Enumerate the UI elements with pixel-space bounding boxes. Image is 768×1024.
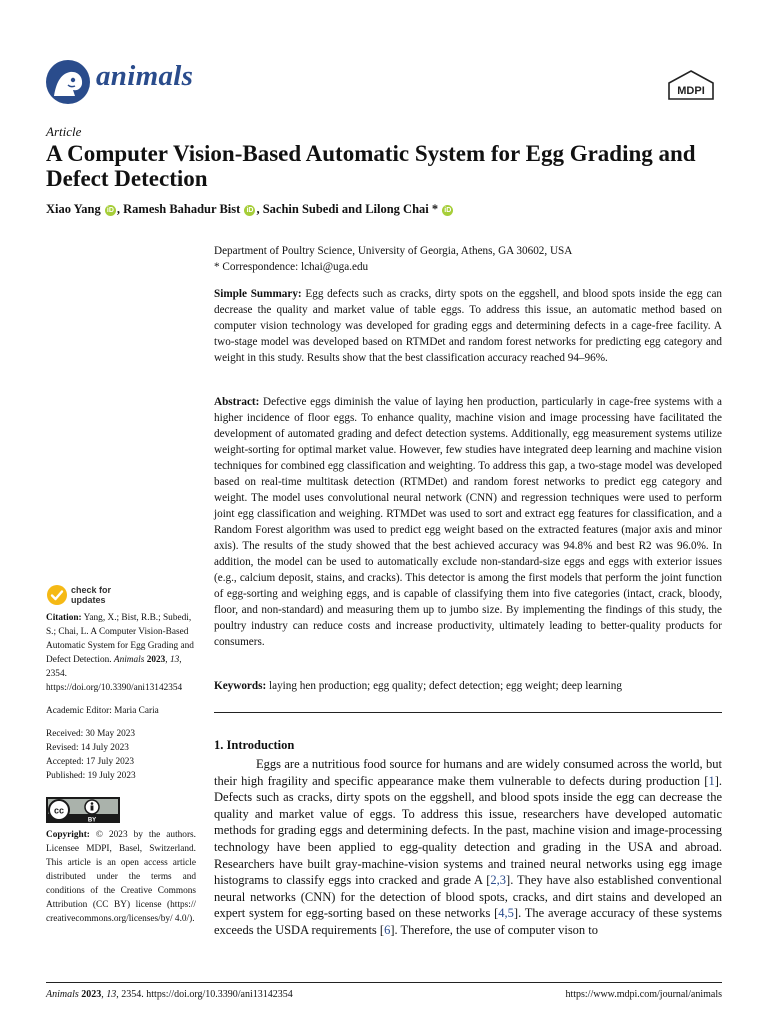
footer-year: 2023 — [81, 989, 102, 1000]
copyright-notice — [46, 828, 196, 926]
cc-by-label: BY — [87, 817, 97, 823]
citation-label: Citation: — [46, 613, 82, 623]
section-divider — [214, 712, 722, 713]
reference-link[interactable]: 4,5 — [498, 906, 514, 921]
check-for-updates[interactable] — [46, 584, 112, 611]
author-name[interactable]: Ramesh Bahadur Bist — [123, 202, 241, 216]
footer-journal: Animals — [46, 989, 79, 1000]
intro-text: Eggs are a nutritious food source for humans and are widely consumed across the world, but their high fragility and specific appearance make them vulnerable to defects during production [ — [214, 757, 722, 788]
keywords — [214, 678, 722, 694]
footer-citation — [46, 989, 293, 1000]
author-separator: , — [256, 202, 263, 216]
keywords-text: laying hen production; egg quality; defect detection; egg weight; deep learning — [269, 680, 622, 692]
author-list — [46, 202, 454, 217]
intro-text: ]. Therefore, the use of computer vison to — [390, 922, 599, 937]
reference-link[interactable]: 6 — [384, 922, 391, 937]
affiliation — [214, 243, 722, 275]
article-type: Article — [46, 124, 82, 139]
footer-volume: 13 — [106, 989, 117, 1000]
citation-year: 2023 — [146, 655, 166, 665]
citation-comma: , — [165, 655, 170, 665]
svg-text:cc: cc — [53, 805, 65, 816]
footer-journal-url[interactable]: https://www.mdpi.com/journal/animals — [565, 989, 722, 1000]
corresponding-mark: * — [428, 202, 439, 216]
orcid-icon[interactable]: iD — [106, 207, 114, 214]
footer-doi[interactable]: , 2354. https://doi.org/10.3390/ani13142354 — [116, 989, 293, 1000]
date-accepted: Accepted: 17 July 2023 — [46, 757, 135, 767]
orcid-icon[interactable]: iD — [444, 207, 452, 214]
mdpi-logo-icon — [666, 70, 716, 100]
footer-comma: , — [101, 989, 107, 1000]
citation-text: Yang, X.; Bist, R.B.; Subedi, S.; Chai, L. A Computer Vision-Based Automatic System for Egg Grading and Defect Detection. — [46, 613, 194, 665]
simple-summary-text: Egg defects such as cracks, dirty spots on the eggshell, and blood spots inside the egg can decrease the quality and market value of table eggs. To address this issue, an automatic method based on computer vision technology was developed for grading eggs and determining defects in a cage-free facility. A two-stage model was developed based on RTMDet and random forest networks for predicting egg category and weight in this study. Results show that the best classification accuracy reached 94–96%. — [214, 288, 723, 364]
check-updates-line: check for — [71, 585, 112, 595]
abstract-text: Defective eggs diminish the value of laying hen production, particularly in cage-free systems with a higher incidence of floor eggs. To enhance quality, machine vision and image processing have facilitated the development of automated grading and defect detection systems. Additionally, egg measurement systems utilize weight-sorting for optimal market value. However, few studies have integrated deep learning and machine vision techniques for combined egg classification and weighting. To address this gap, a two-stage model was developed based on real-time multitask detection (RTMDet) and random forest networks to predict egg category and weight. The model uses convolutional neural network (CNN) and regression techniques were used to perform joint egg classification and weighing. RTMDet was used to sort and extract egg features for classification, and a Random Forest algorithm was used to predict egg weight based on the extracted features (major axis and minor axis). The results of the study showed that the best achieved accuracy was 94.8% and best R2 was 96.0%. In addition, the model can be used to automatically exclude non-standard-size eggs and eggs with exterior issues (e.g., calcium deposit, stains, and cracks). This detector is among the first models that perform the joint function of egg-sorting and weighing eggs, and is capable of classifying them into five categories (intact, crack, bloody, floor, and non-standard) and measuring them up to jumbo size. By implementing the findings of this study, the poultry industry can reduce costs and increase productivity, ultimately leading to better-quality products for consumers. — [214, 396, 723, 648]
section-heading-introduction: 1. Introduction — [214, 738, 295, 752]
intro-text: ]. They have also established conventional neural networks (CNN) for the detection of blood spots, cracks, and dirt stains and developed an expert system for egg-sorting based on these networks [ — [214, 873, 722, 921]
author-name[interactable]: Xiao Yang — [46, 202, 101, 216]
reference-link[interactable]: 1 — [708, 773, 715, 788]
abstract-label: Abstract: — [214, 396, 260, 408]
citation-block — [46, 611, 196, 695]
cc-by-license-icon[interactable] — [46, 797, 120, 823]
author-name[interactable]: Sachin Subedi — [262, 202, 339, 216]
author-separator: and — [338, 202, 366, 216]
intro-text: ]. The average accuracy of these systems exceeds the USDA requirements [ — [214, 906, 722, 937]
date-revised: Revised: 14 July 2023 — [46, 743, 129, 753]
citation-doi[interactable]: , 2354. https://doi.org/10.3390/ani13142354 — [46, 655, 183, 693]
keywords-label: Keywords: — [214, 680, 267, 692]
abstract — [214, 394, 722, 650]
date-received: Received: 30 May 2023 — [46, 729, 136, 739]
copyright-text: © 2023 by the authors. Licensee MDPI, Basel, Switzerland. This article is an open access article distributed under the terms and conditions of the Creative Commons Attribution (CC BY) license (https:// creativecommons.org/licenses/by/ 4.0/). — [46, 830, 196, 924]
academic-editor: Academic Editor: Maria Caria — [46, 706, 159, 716]
intro-text: ]. Defects such as cracks, dirty spots on the eggshell, and blood spots inside the egg can decrease the quality and market value of eggs. To address this issue, researchers have developed automatic methods for grading eggs and determining defects. In the past, machine vision and image-processing technology have been applied to egg-quality detection and grading in the USA and abroad. Researchers have built gray-machine-vision systems and trained neural networks using egg image histograms to classify eggs into cracked and grade A [ — [214, 773, 722, 888]
author-separator: , — [116, 202, 124, 216]
check-updates-icon — [46, 584, 68, 606]
introduction-paragraph — [214, 756, 722, 939]
copyright-label: Copyright: — [46, 830, 90, 840]
check-updates-label — [71, 585, 131, 605]
date-published: Published: 19 July 2023 — [46, 771, 136, 781]
simple-summary — [214, 286, 722, 366]
article-title: A Computer Vision-Based Automatic System for Egg Grading and Defect Detection — [46, 141, 696, 191]
check-updates-line: updates — [71, 595, 106, 605]
citation-volume: 13 — [169, 655, 180, 665]
publication-dates — [46, 727, 196, 783]
reference-link[interactable]: 2,3 — [490, 873, 507, 888]
simple-summary-label: Simple Summary: — [214, 288, 302, 300]
author-name[interactable]: Lilong Chai — [365, 202, 429, 216]
animals-logo-icon — [46, 60, 90, 104]
correspondence: * Correspondence: lchai@uga.edu — [214, 261, 369, 273]
orcid-icon[interactable]: iD — [246, 207, 254, 214]
journal-name: animals — [96, 60, 194, 92]
footer-divider — [46, 982, 722, 983]
affiliation-department: Department of Poultry Science, University of Georgia, Athens, GA 30602, USA — [214, 245, 573, 257]
mdpi-logo-text: MDPI — [677, 85, 705, 97]
citation-journal: Animals — [113, 655, 145, 665]
